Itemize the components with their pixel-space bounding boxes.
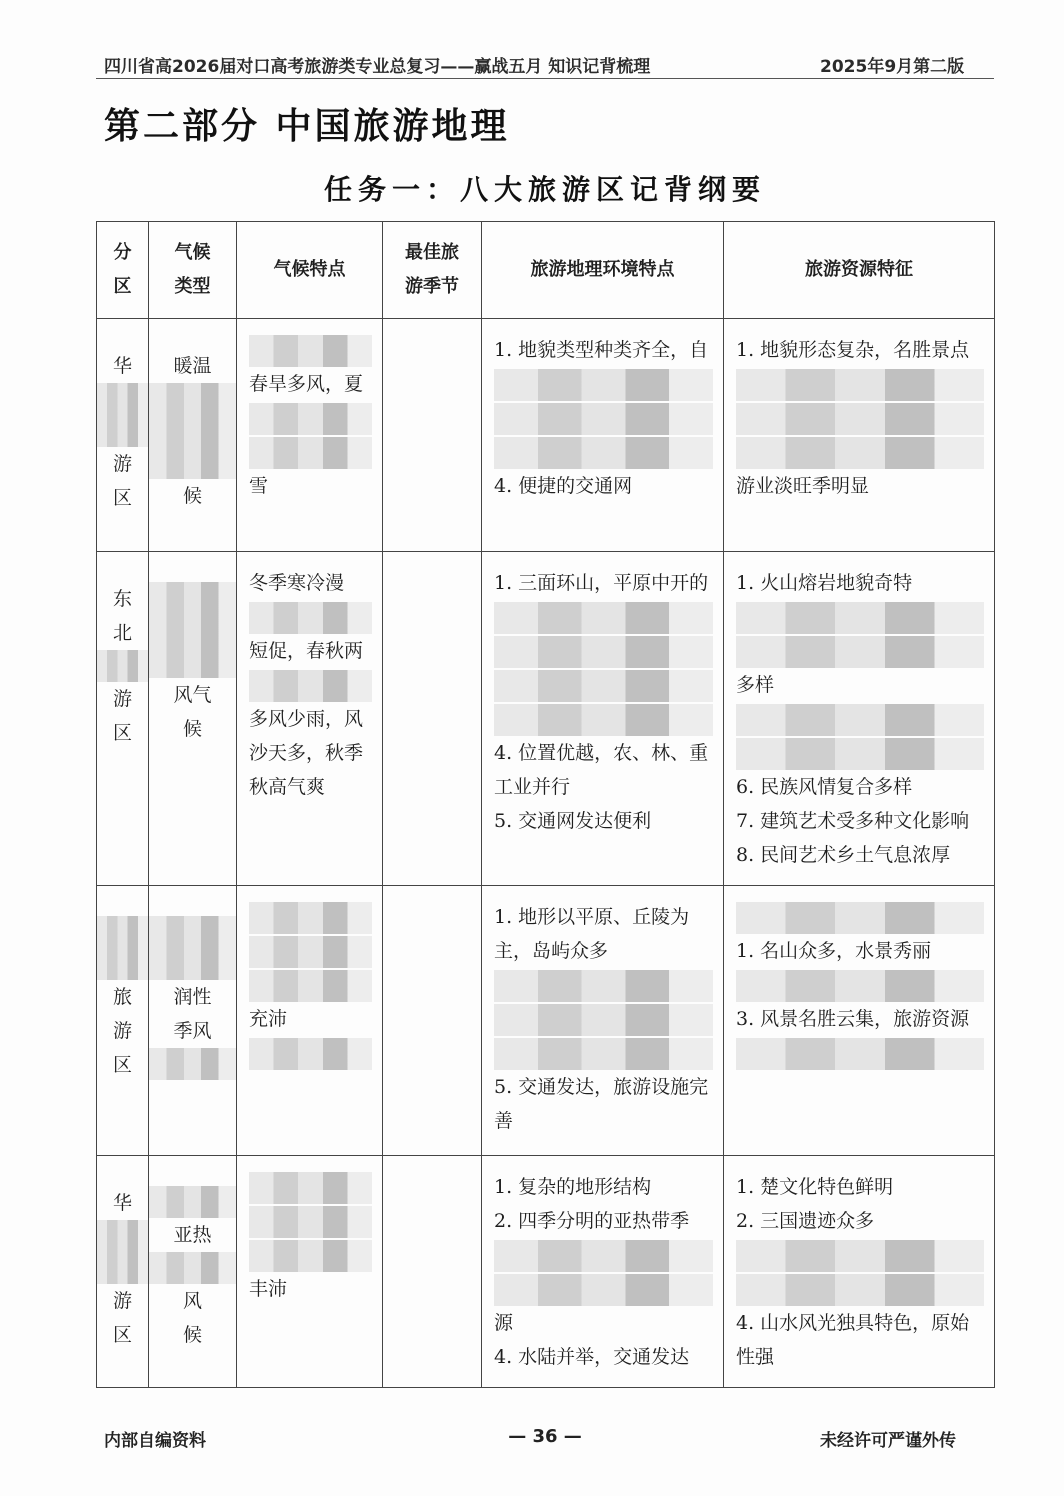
header-divider — [96, 78, 994, 79]
redacted-block — [249, 1206, 372, 1238]
redacted-block — [494, 437, 713, 469]
table-row — [97, 1156, 995, 1388]
cell-line — [97, 916, 148, 948]
redacted-block — [97, 650, 148, 682]
cell-line: 5. 交通发达，旅游设施完 — [494, 1076, 709, 1098]
redacted-block — [736, 602, 984, 634]
redacted-block — [149, 646, 236, 678]
cell-line: 游业淡旺季明显 — [736, 475, 870, 497]
cell-line: 秋高气爽 — [249, 776, 326, 798]
redacted-block — [149, 1186, 236, 1218]
cell-line: 1. 三面环山，平原中开的 — [494, 572, 709, 594]
cell-line — [494, 1036, 713, 1070]
cell-line: 1. 名山众多，水景秀丽 — [736, 940, 932, 962]
redacted-block — [149, 1252, 236, 1284]
table-row — [97, 319, 995, 552]
cell-line — [249, 1204, 372, 1238]
cell-line: 丰沛 — [249, 1278, 288, 1300]
cell-line: 1. 复杂的地形结构 — [494, 1176, 652, 1198]
cell-line: 5. 交通网发达便利 — [494, 810, 652, 832]
redacted-block — [97, 948, 148, 980]
cell-line — [149, 948, 236, 980]
cell-line — [249, 435, 372, 469]
cell-line — [249, 1238, 372, 1272]
redacted-block — [149, 447, 236, 479]
cell-line: 区 — [112, 487, 132, 509]
geo-env-cell — [482, 319, 724, 552]
redacted-block — [736, 636, 984, 668]
cell-line: 工业并行 — [494, 776, 571, 798]
cell-line — [249, 1036, 372, 1070]
cell-line — [249, 1170, 372, 1204]
cell-line: 区 — [112, 1054, 132, 1076]
redacted-block — [736, 902, 984, 934]
cell-line: 2. 四季分明的亚热带季 — [494, 1210, 690, 1232]
cell-line — [494, 1238, 713, 1272]
cell-line: 6. 民族风情复合多样 — [736, 776, 913, 798]
header-title: 四川省高2026届对口高考旅游类专业总复习——赢战五月 知识记背梳理 — [104, 57, 651, 77]
cell-line: 暖温 — [173, 355, 212, 377]
cell-line: 游 — [112, 1290, 132, 1312]
redacted-block — [736, 1038, 984, 1070]
footer-note: 内部自编资料 — [104, 1431, 206, 1451]
cell-line — [149, 383, 236, 415]
redacted-block — [494, 670, 713, 702]
cell-line: 源 — [494, 1312, 514, 1334]
cell-line — [249, 934, 372, 968]
best-season-cell — [383, 886, 482, 1156]
cell-line: 4. 山水风光独具特色，原始 — [736, 1312, 970, 1334]
cell-line: 1. 地貌形态复杂，名胜景点 — [736, 339, 970, 361]
cell-line — [97, 650, 148, 682]
cell-line: 游 — [112, 453, 132, 475]
cell-line — [736, 702, 984, 736]
cell-line: 3. 风景名胜云集，旅游资源 — [736, 1008, 970, 1030]
redacted-block — [736, 738, 984, 770]
climate-type-cell — [149, 886, 237, 1156]
climate-features-cell — [237, 552, 383, 886]
cell-line — [97, 383, 148, 415]
redacted-block — [494, 636, 713, 668]
cell-line — [249, 900, 372, 934]
redacted-block — [249, 902, 372, 934]
redacted-block — [249, 1172, 372, 1204]
cell-line: 多样 — [736, 674, 775, 696]
redacted-block — [249, 1240, 372, 1272]
redacted-block — [97, 415, 148, 447]
cell-line: 亚热 — [173, 1224, 212, 1246]
cell-line — [249, 668, 372, 702]
redacted-block — [149, 582, 236, 614]
redacted-block — [494, 602, 713, 634]
header-geo-env: 旅游地理环境特点 — [482, 222, 724, 319]
cell-line — [494, 668, 713, 702]
climate-features-cell — [237, 1156, 383, 1388]
header-resource: 旅游资源特征 — [724, 222, 995, 319]
header-edition: 2025年9月第二版 — [820, 57, 965, 77]
cell-line — [249, 600, 372, 634]
cell-line: 1. 地貌类型种类齐全，自 — [494, 339, 709, 361]
cell-line — [97, 948, 148, 980]
cell-line: 2. 三国遗迹众多 — [736, 1210, 875, 1232]
header-region: 分 区 — [97, 222, 149, 319]
cell-line: 雪 — [249, 475, 269, 497]
climate-type-cell — [149, 319, 237, 552]
cell-line: 冬季寒冷漫 — [249, 572, 345, 594]
redacted-block — [736, 1274, 984, 1306]
redacted-block — [736, 437, 984, 469]
region-cell — [97, 886, 149, 1156]
cell-line — [149, 916, 236, 948]
climate-type-cell — [149, 552, 237, 886]
task-title: 任务一：八大旅游区记背纲要 — [323, 173, 766, 206]
cell-line: 善 — [494, 1110, 514, 1132]
cell-line — [249, 333, 372, 367]
cell-line: 华 — [112, 1192, 132, 1214]
footer-warning: 未经许可严谨外传 — [820, 1431, 956, 1451]
region-cell — [97, 552, 149, 886]
cell-line — [494, 367, 713, 401]
geo-env-cell — [482, 552, 724, 886]
cell-line: 4. 水陆并举，交通发达 — [494, 1346, 690, 1368]
cell-line: 充沛 — [249, 1008, 288, 1030]
cell-line — [494, 435, 713, 469]
cell-line: 候 — [182, 1324, 202, 1346]
redacted-block — [149, 916, 236, 948]
cell-line — [149, 614, 236, 646]
cell-line — [736, 736, 984, 770]
geo-env-cell — [482, 1156, 724, 1388]
redacted-block — [97, 1252, 148, 1284]
cell-line: 8. 民间艺术乡土气息浓厚 — [736, 844, 951, 866]
redacted-block — [149, 415, 236, 447]
redacted-block — [149, 614, 236, 646]
redacted-block — [97, 383, 148, 415]
redacted-block — [249, 970, 372, 1002]
resource-cell — [724, 552, 995, 886]
cell-line — [149, 1048, 236, 1080]
cell-line — [494, 401, 713, 435]
cell-line: 沙天多，秋季 — [249, 742, 364, 764]
redacted-block — [249, 602, 372, 634]
climate-type-cell — [149, 1156, 237, 1388]
cell-line: 候 — [182, 718, 202, 740]
redacted-block — [249, 335, 372, 367]
best-season-cell — [383, 552, 482, 886]
cell-line — [149, 447, 236, 479]
resource-cell — [724, 886, 995, 1156]
cell-line: 润性 — [173, 986, 212, 1008]
cell-line: 4. 便捷的交通网 — [494, 475, 633, 497]
redacted-block — [249, 437, 372, 469]
cell-line: 旅 — [112, 986, 132, 1008]
region-cell — [97, 1156, 149, 1388]
redacted-block — [736, 1240, 984, 1272]
cell-line: 4. 位置优越，农、林、重 — [494, 742, 709, 764]
table-row — [97, 552, 995, 886]
redacted-block — [149, 1048, 236, 1080]
cell-line — [97, 1220, 148, 1252]
cell-line — [494, 634, 713, 668]
climate-features-cell — [237, 319, 383, 552]
cell-line — [736, 1036, 984, 1070]
cell-line: 东 — [112, 588, 132, 610]
cell-line — [736, 401, 984, 435]
climate-features-cell — [237, 886, 383, 1156]
redacted-block — [149, 383, 236, 415]
best-season-cell — [383, 1156, 482, 1388]
redacted-block — [249, 403, 372, 435]
redacted-block — [249, 670, 372, 702]
redacted-block — [494, 1004, 713, 1036]
redacted-block — [736, 403, 984, 435]
header-climate-features: 气候特点 — [237, 222, 383, 319]
cell-line: 1. 楚文化特色鲜明 — [736, 1176, 894, 1198]
cell-line — [736, 634, 984, 668]
cell-line — [494, 600, 713, 634]
cell-line: 主，岛屿众多 — [494, 940, 609, 962]
cell-line: 北 — [112, 622, 132, 644]
cell-line — [494, 1002, 713, 1036]
redacted-block — [736, 704, 984, 736]
cell-line: 风气 — [173, 684, 212, 706]
redacted-block — [149, 948, 236, 980]
redacted-block — [494, 369, 713, 401]
cell-line: 多风少雨，风 — [249, 708, 364, 730]
resource-cell — [724, 319, 995, 552]
cell-line — [149, 415, 236, 447]
cell-line — [149, 1252, 236, 1284]
cell-line — [97, 415, 148, 447]
resource-cell — [724, 1156, 995, 1388]
redacted-block — [97, 916, 148, 948]
cell-line: 游 — [112, 1020, 132, 1042]
table-header-row — [97, 222, 995, 319]
redacted-block — [494, 970, 713, 1002]
cell-line: 1. 火山熔岩地貌奇特 — [736, 572, 913, 594]
cell-line — [149, 582, 236, 614]
cell-line: 华 — [112, 355, 132, 377]
cell-line — [249, 401, 372, 435]
region-cell — [97, 319, 149, 552]
table-row — [97, 886, 995, 1156]
page-number: — 36 — — [508, 1426, 582, 1447]
cell-line — [494, 1272, 713, 1306]
redacted-block — [736, 970, 984, 1002]
cell-line: 风 — [182, 1290, 202, 1312]
cell-line — [494, 968, 713, 1002]
cell-line — [249, 968, 372, 1002]
cell-line — [149, 1186, 236, 1218]
cell-line: 1. 地形以平原、丘陵为 — [494, 906, 690, 928]
cell-line: 短促，春秋两 — [249, 640, 364, 662]
redacted-block — [494, 1038, 713, 1070]
cell-line: 春旱多风，夏 — [249, 373, 364, 395]
cell-line — [736, 435, 984, 469]
redacted-block — [494, 1240, 713, 1272]
cell-line — [97, 1252, 148, 1284]
cell-line — [736, 1238, 984, 1272]
redacted-block — [494, 403, 713, 435]
cell-line: 区 — [112, 1324, 132, 1346]
redacted-block — [249, 1038, 372, 1070]
cell-line: 性强 — [736, 1346, 775, 1368]
redacted-block — [494, 1274, 713, 1306]
cell-line: 游 — [112, 688, 132, 710]
cell-line: 季风 — [173, 1020, 212, 1042]
header-best-season: 最佳旅 游季节 — [383, 222, 482, 319]
cell-line — [736, 900, 984, 934]
cell-line — [736, 968, 984, 1002]
tourism-region-table — [96, 221, 995, 1388]
cell-line — [494, 702, 713, 736]
cell-line: 7. 建筑艺术受多种文化影响 — [736, 810, 970, 832]
header-climate-type: 气候 类型 — [149, 222, 237, 319]
cell-line: 候 — [182, 485, 202, 507]
cell-line — [149, 646, 236, 678]
redacted-block — [494, 704, 713, 736]
best-season-cell — [383, 319, 482, 552]
geo-env-cell — [482, 886, 724, 1156]
cell-line — [736, 1272, 984, 1306]
redacted-block — [736, 369, 984, 401]
cell-line — [736, 600, 984, 634]
redacted-block — [97, 1220, 148, 1252]
cell-line — [736, 367, 984, 401]
cell-line: 区 — [112, 722, 132, 744]
part-title: 第二部分 中国旅游地理 — [104, 106, 510, 147]
redacted-block — [249, 936, 372, 968]
